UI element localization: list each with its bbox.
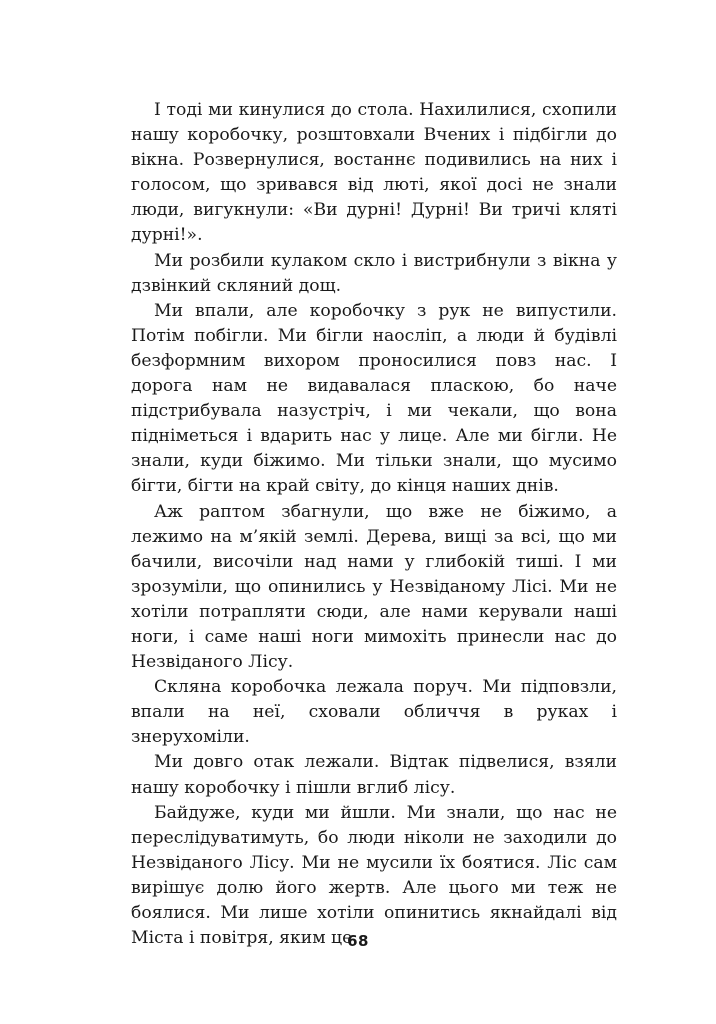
paragraph: Байдуже, куди ми йшли. Ми знали, що нас не переслідуватимуть, бо люди ніколи не заходили до Незвіданого Лісу. Ми не мусили їх боятися. Ліс сам вирішує долю його жертв. Але цього ми теж не боялися. Ми лише хотіли опинитись якнайдалі від Міста і повітря, яким це (131, 802, 617, 949)
body-text (131, 98, 617, 951)
paragraph: Ми впали, але коробочку з рук не випустили. Потім побігли. Ми бігли наосліп, а люди й будівлі безформним вихором проносилися повз нас. І дорога нам не видавалася пласкою, бо наче підстрибувала назустріч, і ми чекали, що вона підніметься і вдарить нас у лице. Але ми бігли. Не знали, куди біжимо. Ми тільки знали, що мусимо бігти, бігти на край світу, до кінця наших днів. (131, 300, 617, 497)
paragraph: Ми довго отак лежали. Відтак підвелися, взяли нашу коробочку і пішли вглиб лісу. (131, 752, 617, 798)
paragraph: Ми розбили кулаком скло і вистрибнули з вікна у дзвінкий скляний дощ. (131, 250, 617, 296)
page-number: 68 (347, 932, 369, 950)
paragraph: І тоді ми кинулися до стола. Нахилилися, схопили нашу коробочку, розштовхали Вчених і підбігли до вікна. Розвернулися, востаннє подивились на них і голосом, що зривався від люті, якої досі не знали люди, вигукнули: «Ви дурні! Дурні! Ви тричі кляті дурні!». (131, 100, 617, 246)
paragraph: Аж раптом збагнули, що вже не біжимо, а лежимо на м’якій землі. Дерева, вищі за всі, що ми бачили, височіли над нами у глибокій тиші. І ми зрозуміли, що опинились у Незвіданому Лісі. Ми не хотіли потрапляти сюди, але нами керували наші ноги, і саме наші ноги мимохіть принесли нас до Незвіданого Лісу. (131, 501, 617, 673)
paragraph: Скляна коробочка лежала поруч. Ми підповзли, впали на неї, сховали обличчя в руках і знерухоміли. (131, 677, 617, 748)
